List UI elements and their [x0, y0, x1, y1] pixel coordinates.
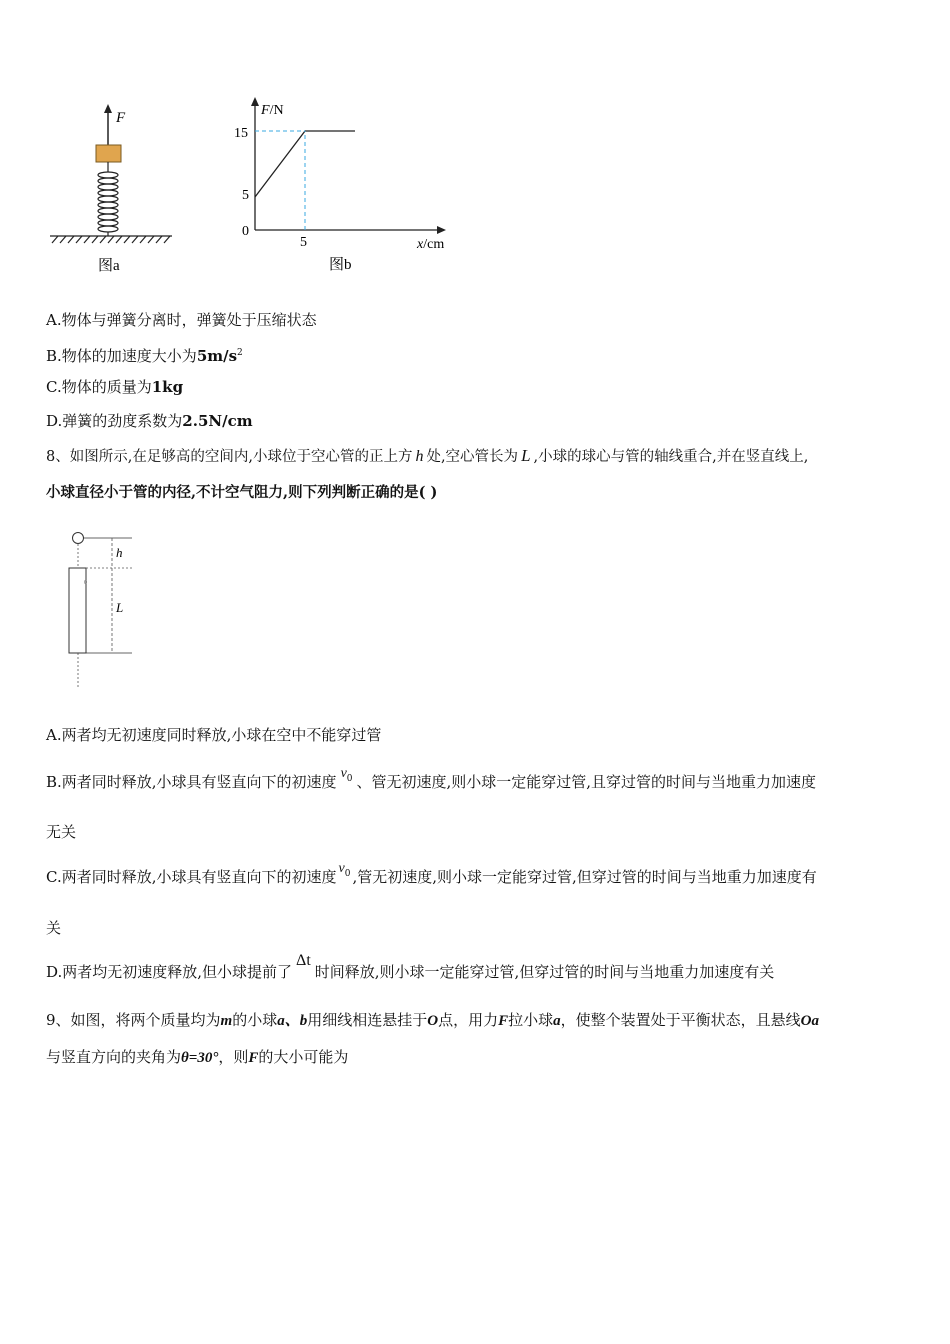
tube-mark: 0	[84, 580, 87, 586]
x-tick-5: 5	[300, 235, 307, 250]
q8-option-c: C.两者同时释放,小球具有竖直向下的初速度 $v_0$ ,管无初速度,则小球一定能穿过管,但穿过管的时间与当地重力加速度有	[46, 861, 817, 886]
block	[96, 145, 121, 162]
figure-q8	[60, 528, 150, 693]
q7-option-d: D.弹簧的劲度系数为2.5N/cm	[46, 412, 253, 430]
q8-stem-line2: 小球直径小于管的内径,不计空气阻力,则下列判断正确的是( )	[46, 484, 438, 501]
q9-stem-line1: 9、如图，将两个质量均为m的小球a、b用细线相连悬挂于O点，用力F拉小球a，使整个装置处于平衡状态，且悬线Oa	[46, 1011, 820, 1029]
q8-option-c-cont: 关	[46, 919, 62, 937]
y-tick-0: 0	[242, 224, 249, 239]
q7-option-a: A.物体与弹簧分离时，弹簧处于压缩状态	[46, 311, 317, 329]
ball	[73, 533, 84, 544]
q8-stem-line1: 8、如图所示,在足够高的空间内,小球位于空心管的正上方 h 处,空心管长为 L ,小球的球心与管的轴线重合,并在竖直线上,	[46, 446, 809, 465]
q7-option-b: B.物体的加速度大小为$5m/s^2$	[46, 347, 243, 365]
caption-a: 图a	[98, 258, 120, 274]
figure-a	[40, 100, 190, 280]
q9-stem-line2: 与竖直方向的夹角为θ=30°，则F的大小可能为	[46, 1048, 349, 1066]
ground	[50, 236, 172, 243]
h-label: h	[116, 545, 123, 560]
x-axis-label: x/cm	[417, 237, 445, 252]
q8-option-d: D.两者均无初速度释放,但小球提前了Δt时间释放,则小球一定能穿过管,但穿过管的时间与当地重力加速度有关	[46, 952, 775, 981]
force-label: F	[116, 110, 126, 126]
q8-option-a: A.两者均无初速度同时释放,小球在空中不能穿过管	[46, 726, 382, 744]
q7-option-c: C.物体的质量为1kg	[46, 378, 184, 396]
L-label: L	[116, 600, 124, 615]
q8-option-b: B.两者同时释放,小球具有竖直向下的初速度 $v_0$ 、管无初速度,则小球一定能穿过管,且穿过管的时间与当地重力加速度	[46, 766, 817, 791]
y-axis-label: F/N	[261, 103, 284, 118]
q8-option-b-cont: 无关	[46, 823, 77, 841]
figure-b	[225, 95, 465, 280]
y-tick-5: 5	[242, 188, 249, 203]
spring	[98, 162, 118, 236]
y-tick-15: 15	[234, 126, 248, 141]
caption-b: 图b	[329, 257, 352, 273]
